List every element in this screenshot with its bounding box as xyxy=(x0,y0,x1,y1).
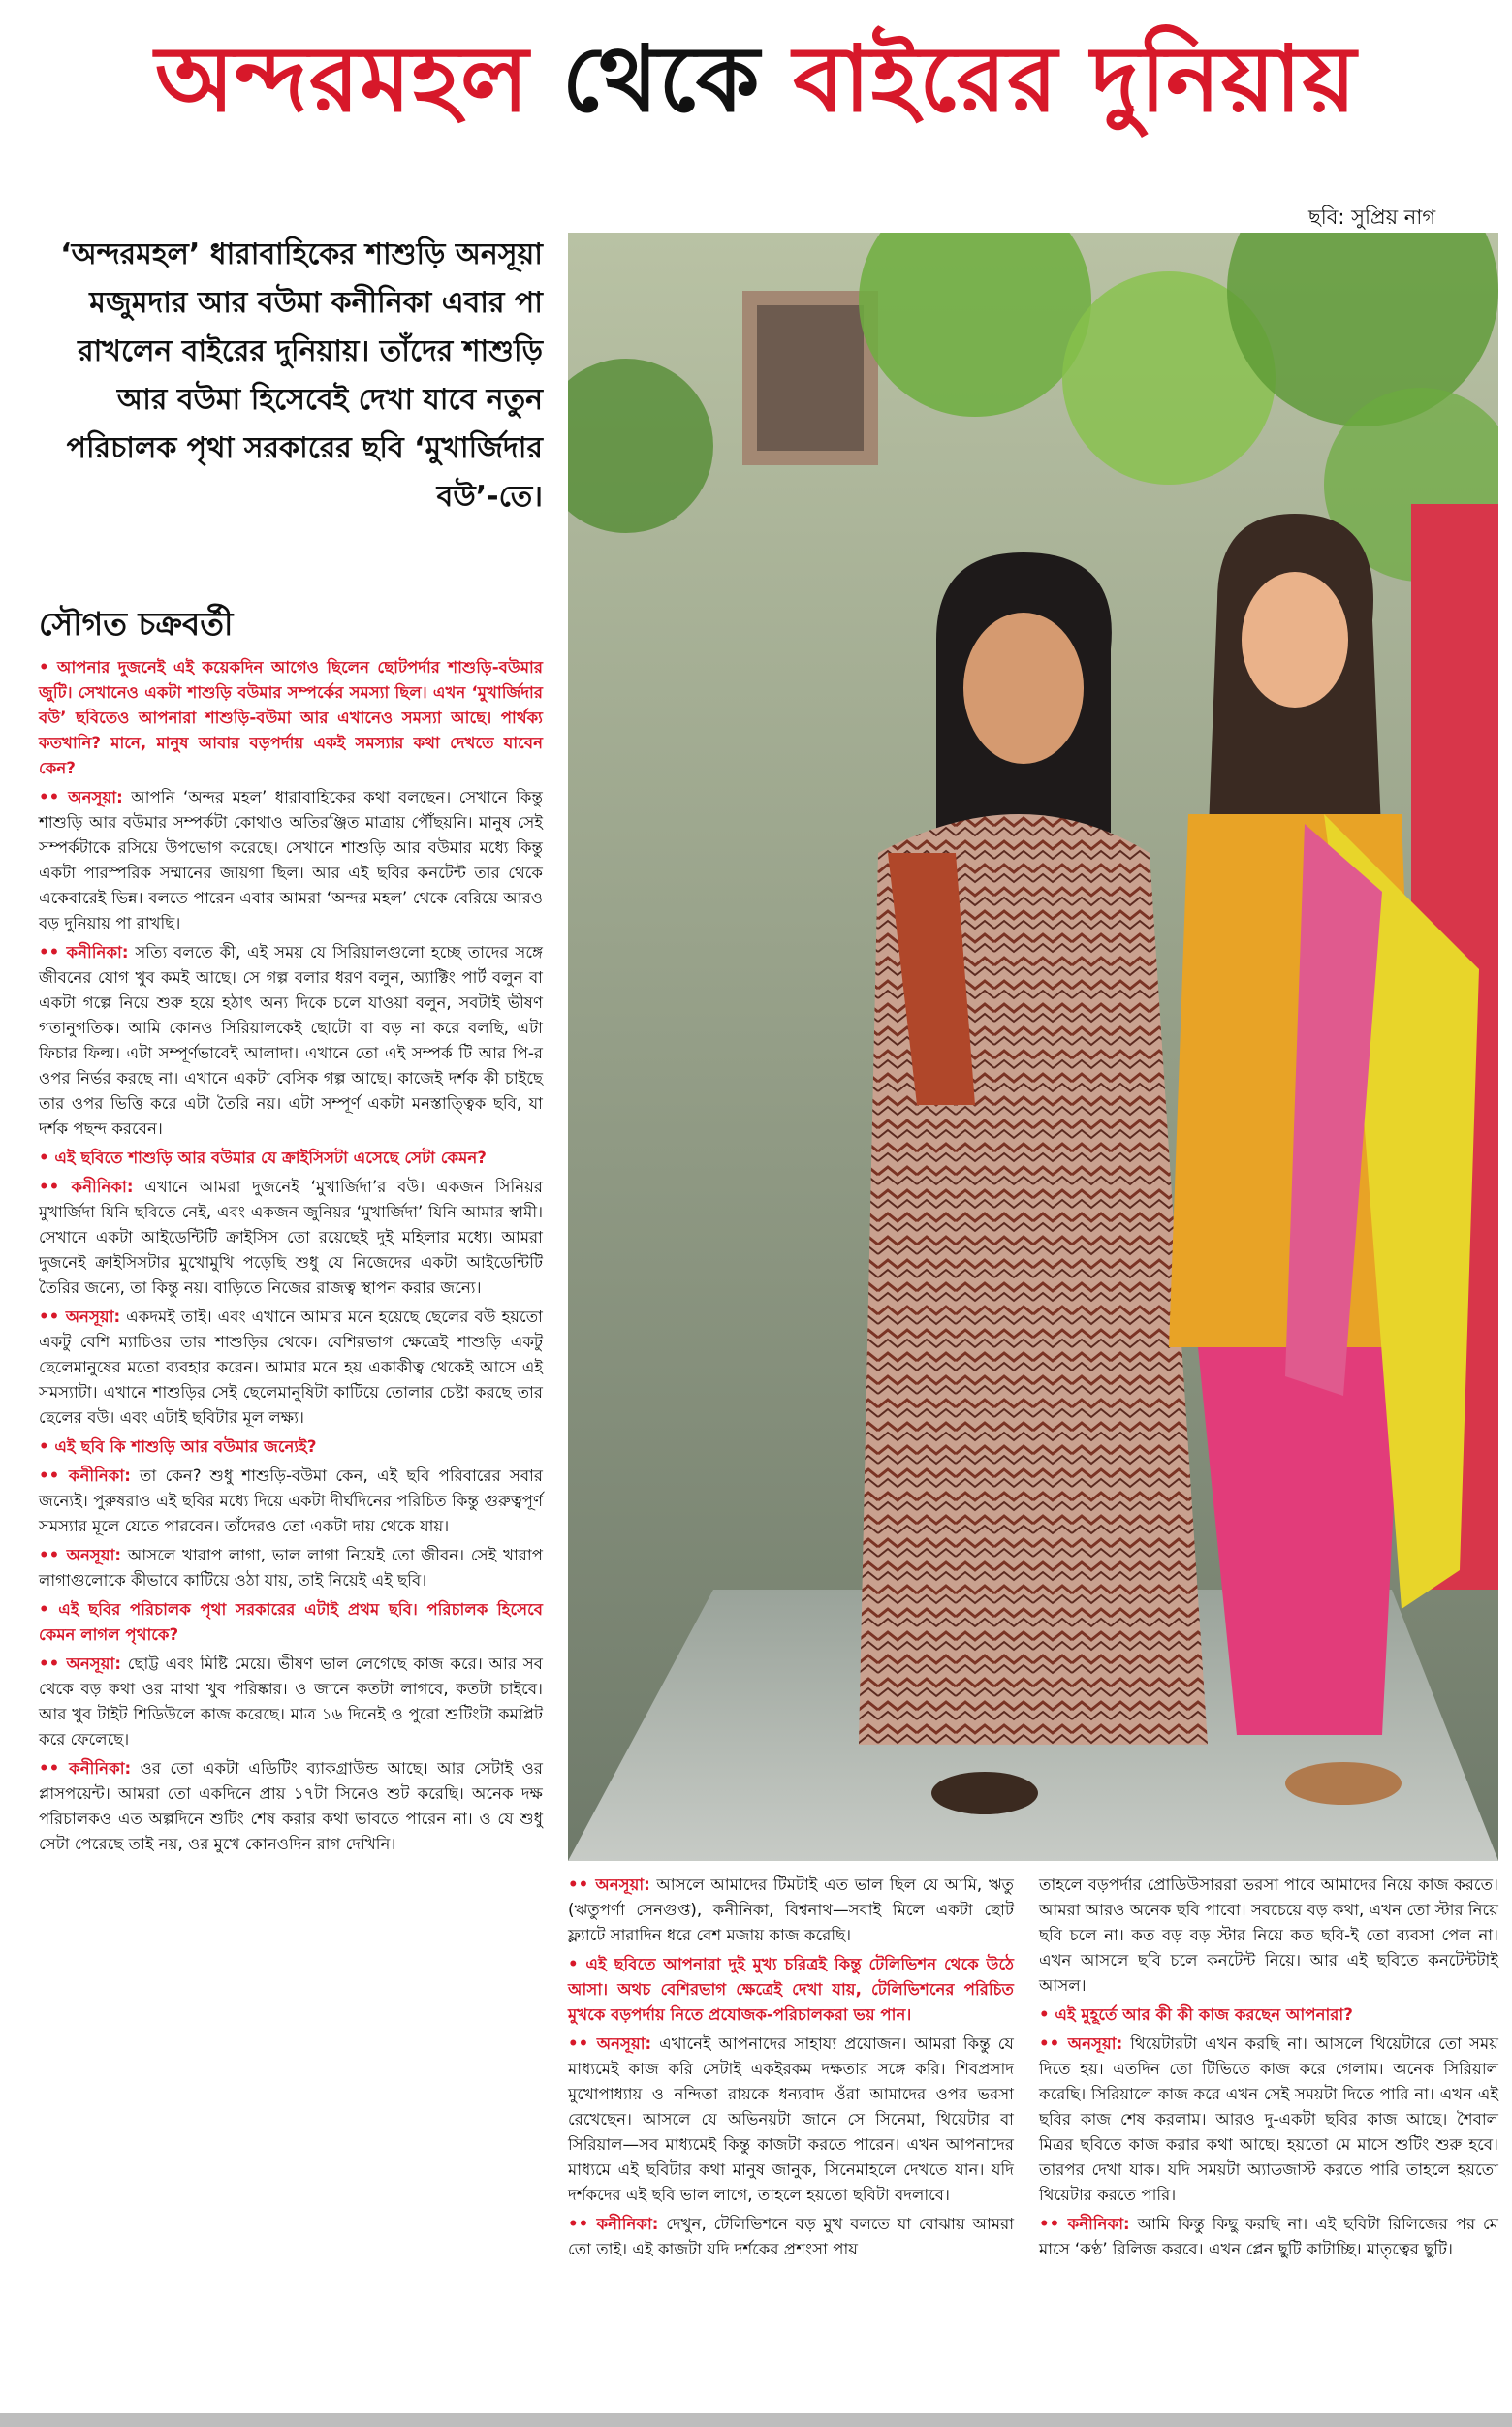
interview-answer xyxy=(568,1873,1014,1948)
question-text: এই ছবিতে আপনারা দুই মুখ্য চরিত্রই কিন্তু টেলিভিশন থেকে উঠে আসা। অথচ বেশিরভাগ ক্ষেত্রেই দেখা যায়, টেলিভিশনের পরিচিত মুখকে বড়পর্দায় নিতে প্রযোজক-পরিচালকরা ভয় পান। xyxy=(568,1955,1014,2024)
bullet-icon: • xyxy=(39,1149,55,1167)
speaker-name: অনসূয়া: xyxy=(65,1308,121,1326)
bullet-icon: •• xyxy=(1039,2034,1068,2053)
bullet-icon: •• xyxy=(568,2215,597,2233)
question-text: এই ছবি কি শাশুড়ি আর বউমার জন্যেই? xyxy=(54,1437,317,1456)
answer-text: এখানে আমরা দুজনেই ‘মুখার্জিদা’র বউ। একজন সিনিয়র মুখার্জিদা যিনি ছবিতে নেই, এবং একজন জুনিয়র ‘মুখার্জিদা’ যিনি আমার স্বামী। সেখানে একটা আইডেন্টিটি ক্রাইসিস তো রয়েছেই দুই মহিলার মধ্যে। আমরা দুজনেই ক্রাইসিসটার মুখোমুখি পড়েছি শুধু যে নিজেদের একটা আইডেন্টিটি তৈরির জন্যে, তা কিন্তু নয়। বাড়িতে নিজের রাজত্ব স্থাপন করার জন্যে। xyxy=(39,1178,543,1297)
speaker-name: কনীনিকা: xyxy=(69,1759,132,1778)
speaker-name: অনসূয়া: xyxy=(1067,2034,1123,2053)
bullet-icon: • xyxy=(1039,2005,1055,2024)
answer-text: আমি কিন্তু কিছু করছি না। এই ছবিটা রিলিজের পর মে মাসে ‘কণ্ঠ’ রিলিজ করবে। এখন প্লেন ছুটি কাটাচ্ছি। মাতৃত্বের ছুটি। xyxy=(1039,2215,1498,2258)
bullet-icon: •• xyxy=(1039,2215,1068,2233)
byline: সৌগত চক্রবর্তী xyxy=(39,605,234,643)
bullet-icon: •• xyxy=(39,943,67,961)
interview-answer xyxy=(39,940,543,1142)
bullet-icon: • xyxy=(39,1600,59,1619)
bullet-icon: •• xyxy=(568,1875,596,1894)
bullet-icon: •• xyxy=(39,1178,72,1196)
question-text: এই মুহূর্তে আর কী কী কাজ করছেন আপনারা? xyxy=(1055,2005,1353,2024)
interview-question xyxy=(39,1597,543,1648)
article-column-2 xyxy=(568,1873,1014,2406)
bullet-icon: •• xyxy=(39,788,69,806)
interview-question xyxy=(568,1952,1014,2028)
bullet-icon: • xyxy=(39,658,57,677)
answer-text: দেখুন, টেলিভিশনে বড় মুখ বলতে যা বোঝায় আমরা তো তাই। এই কাজটা যদি দর্শকের প্রশংসা পায় xyxy=(568,2215,1015,2258)
bullet-icon: •• xyxy=(568,2034,597,2053)
interview-question xyxy=(1039,2002,1498,2028)
speaker-name: অনসূয়া: xyxy=(66,1655,121,1673)
answer-text: আপনি ‘অন্দর মহল’ ধারাবাহিকের কথা বলছেন। সেখানে কিন্তু শাশুড়ি আর বউমার সম্পর্কটা কোথাও অতিরঞ্জিত মাত্রায় পৌঁছয়নি। মানুষ সেই সম্পর্কটাকে রসিয়ে উপভোগ করেছে। সেখানে শাশুড়ি আর বউমার মধ্যে কিন্তু একটা পারস্পরিক সম্মানের জায়গা ছিল। আর এই ছবির কনটেন্ট তার থেকে একেবারেই ভিন্ন। বলতে পারেন এবার আমরা ‘অন্দর মহল’ থেকে বেরিয়ে আরও বড় দুনিয়ায় পা রাখছি। xyxy=(39,788,543,932)
answer-text: ওর তো একটা এডিটিং ব্যাকগ্রাউন্ড আছে। আর সেটাই ওর প্লাসপয়েন্ট। আমরা তো একদিনে প্রায় ১৭টা সিনেও শুট করেছি। অনেক দক্ষ পরিচালকও এত অল্পদিনে শুটিং শেষ করার কথা ভাবতে পারেন না। ও যে শুধু সেটা পেরেছে তাই নয়, ওর মুখে কোনওদিন রাগ দেখিনি। xyxy=(39,1759,543,1853)
question-text: আপনার দুজনেই এই কয়েকদিন আগেও ছিলেন ছোটপর্দার শাশুড়ি-বউমার জুটি। সেখানেও একটা শাশুড়ি বউমার সম্পর্কের সমস্যা ছিল। এখন ‘মুখার্জিদার বউ’ ছবিতেও আপনারা শাশুড়ি-বউমা আর এখানেও সমস্যা আছে। পার্থক্য কতখানি? মানে, মানুষ আবার বড়পর্দায় একই সমস্যার কথা দেখতে যাবেন কেন? xyxy=(39,658,543,777)
headline-part3: বাইরের দুনিয়ায় xyxy=(793,27,1357,133)
two-women-photo xyxy=(568,233,1498,1861)
speaker-name: অনসূয়া: xyxy=(68,788,123,806)
answer-text: একদমই তাই। এবং এখানে আমার মনে হয়েছে ছেলের বউ হয়তো একটু বেশি ম্যাচিওর তার শাশুড়ির থেকে। বেশিরভাগ ক্ষেত্রেই শাশুড়ি একটু ছেলেমানুষের মতো ব্যবহার করেন। আমার মনে হয় একাকীত্ব থেকেই আসে এই সমস্যাটা। এখানে শাশুড়ির সেই ছেলেমানুষিটা কাটিয়ে তোলার চেষ্টা করছে তার ছেলের বউ। এবং এটাই ছবিটার মূল লক্ষ্য। xyxy=(39,1308,543,1427)
article-column-1 xyxy=(39,655,543,2400)
speaker-name: কনীনিকা: xyxy=(66,943,129,961)
answer-text: তা কেন? শুধু শাশুড়ি-বউমা কেন, এই ছবি পরিবারের সবার জন্যেই। পুরুষরাও এই ছবির মধ্যে দিয়ে একটা দীর্ঘদিনের পরিচিত কিন্তু গুরুত্বপূর্ণ সমস্যার মূলে যেতে পারবেন। তাঁদেরও তো একটা দায় থেকে যায়। xyxy=(39,1466,543,1535)
bullet-icon: •• xyxy=(39,1308,66,1326)
question-text: এই ছবিতে শাশুড়ি আর বউমার যে ক্রাইসিসটা এসেছে সেটা কেমন? xyxy=(54,1149,487,1167)
bullet-icon: •• xyxy=(39,1655,67,1673)
question-text: এই ছবির পরিচালক পৃথা সরকারের এটাই প্রথম ছবি। পরিচালক হিসেবে কেমন লাগল পৃথাকে? xyxy=(39,1600,543,1644)
bottom-rule xyxy=(0,2413,1512,2427)
interview-answer xyxy=(39,1756,543,1857)
interview-answer xyxy=(39,785,543,936)
speaker-name: অনসূয়া: xyxy=(66,1546,122,1564)
interview-answer xyxy=(39,1543,543,1593)
interview-answer xyxy=(39,1464,543,1539)
headline xyxy=(0,17,1512,143)
article-column-3 xyxy=(1039,1873,1498,2406)
bullet-icon: •• xyxy=(39,1759,70,1778)
bullet-icon: •• xyxy=(39,1546,67,1564)
speaker-name: অনসূয়া: xyxy=(595,1875,650,1894)
answer-text: এখানেই আপনাদের সাহায্য প্রয়োজন। আমরা কিন্তু যে মাধ্যমেই কাজ করি সেটাই একইরকম দক্ষতার সঙ্গে করি। শিবপ্রসাদ মুখোপাধ্যায় ও নন্দিতা রায়কে ধন্যবাদ ওঁরা আমাদের ওপর ভরসা রেখেছেন। আসলে যে অভিনয়টা জানে সে সিনেমা, থিয়েটার বা সিরিয়াল—সব মাধ্যমেই কিন্তু কাজটা করতে পারেন। এখন আপনাদের মাধ্যমে এই ছবিটার কথা মানুষ জানুক, সিনেমাহলে দেখতে যান। যদি দর্শকদের এই ছবি ভাল লাগে, তাহলে হয়তো ছবিটা বদলাবে। xyxy=(568,2034,1014,2204)
headline-part1: অন্দরমহল xyxy=(155,27,530,133)
speaker-name: কনীনিকা: xyxy=(71,1178,134,1196)
article-photo xyxy=(568,233,1498,1861)
interview-question xyxy=(39,1146,543,1171)
bullet-icon: • xyxy=(39,1437,55,1456)
answer-text: থিয়েটারটা এখন করছি না। আসলে থিয়েটারে তো সময় দিতে হয়। এতদিন তো টিভিতে কাজ করে গেলাম। অনেক সিরিয়াল করেছি। সিরিয়ালে কাজ করে এখন সেই সময়টা দিতে পারি না। এখন এই ছবির কাজ শেষ করলাম। আরও দু-একটা ছবির কাজ আছে। শৈবাল মিত্রর ছবিতে কাজ করার কথা আছে। হয়তো মে মাসে শুটিং শুরু হবে। তারপর দেখা যাক। যদি সময়টা অ্যাডজাস্ট করতে পারি তাহলে হয়তো থিয়েটার করতে পারি। xyxy=(1039,2034,1498,2204)
photo-credit: ছবি: সুপ্রিয় নাগ xyxy=(1308,205,1436,229)
interview-answer xyxy=(1039,2032,1498,2208)
headline-part2: থেকে xyxy=(561,27,761,133)
paragraph: তাহলে বড়পর্দার প্রোডিউসাররা ভরসা পাবে আমাদের নিয়ে কাজ করতে। আমরা আরও অনেক ছবি পাবো। সবচেয়ে বড় কথা, এখন তো স্টার নিয়ে ছবি চলে না। কত বড় বড় স্টার নিয়ে কত ছবি-ই তো ব্যবসা পেল না। এখন আসলে ছবি চলে কনটেন্ট নিয়ে। আর এই ছবিতে কনটেন্টটাই আসল। xyxy=(1039,1875,1498,1995)
interview-question xyxy=(39,655,543,781)
interview-question xyxy=(39,1434,543,1460)
interview-answer xyxy=(568,2032,1014,2208)
answer-text: সত্যি বলতে কী, এই সময় যে সিরিয়ালগুলো হচ্ছে তাদের সঙ্গে জীবনের যোগ খুব কমই আছে। সে গল্প বলার ধরণ বলুন, অ্যাক্টিং পার্ট বলুন বা একটা গল্পে নিয়ে শুরু হয়ে হঠাৎ অন্য দিকে চলে যাওয়া বলুন, সবটাই ভীষণ গতানুগতিক। আমি কোনও সিরিয়ালকেই ছোটো বা বড় না করে বলছি, এটা ফিচার ফিল্ম। এটা সম্পূর্ণভাবেই আলাদা। এখানে তো এই সম্পর্ক টি আর পি-র ওপর নির্ভর করছে না। এখানে একটা বেসিক গল্প আছে। কাজেই দর্শক কী চাইছে তার ওপর ভিত্তি করে এটা তৈরি নয়। এটা সম্পূর্ণ একটা মনস্তাত্ত্বিক ছবি, যা দর্শক পছন্দ করবেন। xyxy=(39,943,543,1138)
interview-answer xyxy=(39,1305,543,1431)
bullet-icon: •• xyxy=(39,1466,69,1485)
speaker-name: কনীনিকা: xyxy=(68,1466,131,1485)
interview-answer xyxy=(1039,2212,1498,2262)
interview-answer xyxy=(568,2212,1014,2262)
answer-text: আসলে খারাপ লাগা, ভাল লাগা নিয়েই তো জীবন। সেই খারাপ লাগাগুলোকে কীভাবে কাটিয়ে ওঠা যায়, তাই নিয়েই এই ছবি। xyxy=(39,1546,543,1590)
speaker-name: অনসূয়া: xyxy=(596,2034,652,2053)
interview-answer xyxy=(39,1652,543,1752)
bullet-icon: • xyxy=(568,1955,586,1973)
speaker-name: কনীনিকা: xyxy=(596,2215,659,2233)
intro-text: ‘অন্দরমহল’ ধারাবাহিকের শাশুড়ি অনসূয়া মজুমদার আর বউমা কনীনিকা এবার পা রাখলেন বাইরের দুনিয়ায়। তাঁদের শাশুড়ি আর বউমা হিসেবেই দেখা যাবে নতুন পরিচালক পৃথা সরকারের ছবি ‘মুখার্জিদার বউ’-তে। xyxy=(60,237,543,514)
answer-text: ছোট্ট এবং মিষ্টি মেয়ে। ভীষণ ভাল লেগেছে কাজ করে। আর সব থেকে বড় কথা ওর মাথা খুব পরিষ্কার। ও জানে কতটা লাগবে, কতটা চাইবে। আর খুব টাইট শিডিউলে কাজ করেছে। মাত্র ১৬ দিনেই ও পুরো শুটিংটা কমপ্লিট করে ফেলেছে। xyxy=(39,1655,543,1749)
interview-answer xyxy=(39,1175,543,1301)
answer-text: আসলে আমাদের টিমটাই এত ভাল ছিল যে আমি, ঋতু (ঋতুপর্ণা সেনগুপ্ত), কনীনিকা, বিশ্বনাথ—সবাই মিলে একটা ছোট ফ্ল্যাটে সারাদিন ধরে বেশ মজায় কাজ করেছি। xyxy=(568,1875,1014,1944)
speaker-name: কনীনিকা: xyxy=(1067,2215,1130,2233)
